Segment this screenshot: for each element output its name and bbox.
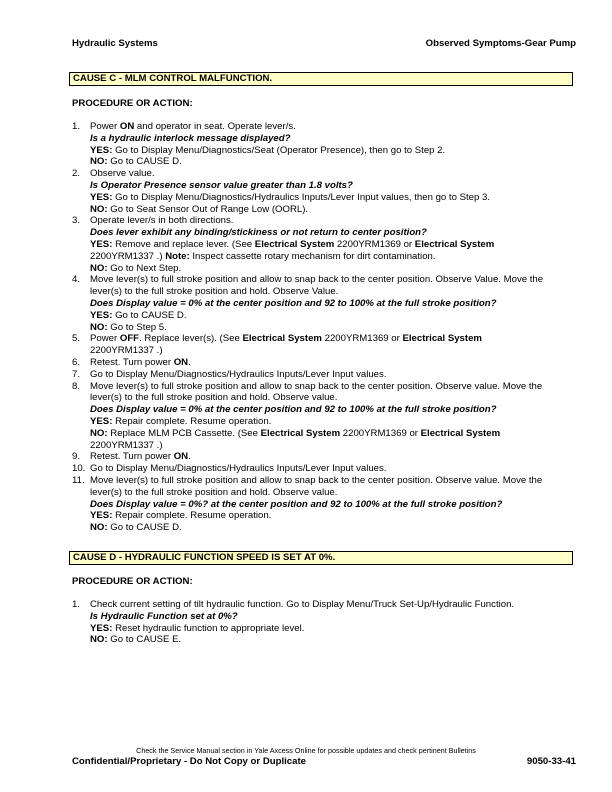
step-yes-label: YES: [90,622,113,634]
step-yes-label: YES: [90,309,113,321]
step-yes-label: YES: [90,510,113,522]
step-instruction-seg: 2200YRM1369 or [321,333,403,345]
step-no-text: Go to Seat Sensor Out of Range Low (OORL). [110,203,309,215]
step-instruction [90,215,576,227]
step-yes-line [90,145,576,157]
step-yes-line [90,192,576,204]
step-no-seg: Replace MLM PCB Cassette. (See [110,427,261,439]
page-header [72,38,576,50]
step-question: Does Display value = 0% at the center position and 92 to 100% at the full stroke position? [90,297,497,309]
step-instruction-seg: and operator in seat. Operate lever/s. [134,121,296,132]
step-no-text: Go to Step 5. [110,321,167,333]
step-no-text: Go to CAUSE D. [110,522,182,534]
step-instruction-text: Go to Display Menu/Diagnostics/Hydraulics Inputs/Lever Input values. [90,368,387,380]
step-number: 7. [72,368,81,380]
step-instruction [90,381,576,393]
step-instruction-text: Move lever(s) to full stroke position and allow to snap back to the center position. Observe Value. Move the [90,274,544,286]
step-instruction [90,599,576,611]
step-no-line [90,522,576,534]
step-yes-seg: Electrical System [254,238,335,250]
step-yes-cont [90,251,576,263]
step-question: Does Display value = 0%? at the center position and 92 to 100% at the full stroke position? [90,498,503,510]
step-yes-text: Reset hydraulic function to appropriate level. [115,622,305,634]
step-no-label: NO: [90,156,108,168]
step-item [72,121,576,168]
step-item [72,168,576,215]
step-number: 1. [72,121,81,132]
step-yes-seg: 2200YRM1369 or [334,238,415,250]
step-instruction-seg: Retest. Turn power [90,451,174,463]
step-number: 9. [72,451,81,463]
step-yes-line [90,239,576,251]
step-yes-text: Repair complete. Resume operation. [115,510,272,522]
step-item [72,357,576,369]
step-question: Is Hydraulic Function set at 0%? [90,610,238,622]
step-instruction-seg: Electrical System [242,333,322,345]
step-question: Is Operator Presence sensor value greater than 1.8 volts? [90,179,353,191]
page-footer [72,756,576,768]
step-instruction-seg: Power [90,333,120,345]
step-instruction-text: Go to Display Menu/Diagnostics/Hydraulics Inputs/Lever Input values. [90,463,387,475]
step-yes-label: YES: [90,144,113,156]
step-instruction-text: Move lever(s) to full stroke position and allow to snap back to the center position. Observe value. Move the [90,474,543,486]
cause-d-heading: CAUSE D - HYDRAULIC FUNCTION SPEED IS SET AT 0%. [69,551,573,565]
step-yes-line [90,510,576,522]
step-question: Is a hydraulic interlock message displayed? [90,132,291,144]
step-yes-label: YES: [90,191,113,203]
step-no-label: NO: [90,262,108,274]
step-yes-seg: Electrical System [414,238,495,250]
step-item [72,463,576,475]
step-instruction-seg: . [188,451,191,463]
header-section-title: Hydraulic Systems [72,38,158,49]
step-item [72,381,576,452]
step-no-label: NO: [90,203,108,215]
step-instruction-text: Observe value. [90,168,155,180]
step-item [72,475,576,534]
step-yes-line [90,623,576,635]
cause-c-steps [72,121,576,534]
step-number: 3. [72,215,81,227]
step-number: 8. [72,380,81,392]
step-item [72,451,576,463]
step-yes-text: Repair complete. Resume operation. [115,415,272,427]
step-no-line [90,204,576,216]
step-item [72,333,576,357]
step-instruction-seg: Electrical System [402,333,482,345]
step-no-seg: Electrical System [260,427,341,439]
step-item [72,274,576,333]
step-yes-line [90,416,576,428]
step-instruction [90,274,576,286]
step-no-line [90,322,576,334]
step-yes-cont-seg: 2200YRM1337 .) [90,250,166,262]
step-yes-text: Go to Display Menu/Diagnostics/Hydraulics Inputs/Lever Input values, then go to Step 3. [115,191,490,203]
step-yes-text: Go to CAUSE D. [115,309,187,321]
step-number: 1. [72,599,81,610]
step-instruction-seg: ON [173,451,189,463]
step-number: 6. [72,356,81,368]
footer-note: Check the Service Manual section in Yale Axcess Online for possible updates and check pertinent Bulletins [136,746,476,755]
step-item [72,369,576,381]
step-no-label: NO: [90,321,108,333]
step-no-line [90,156,576,168]
step-instruction-seg: OFF [119,333,140,345]
step-instruction-seg: . [188,356,191,368]
step-instruction-cont: lever(s) to the full stroke position and hold. Observe Value. [90,286,339,298]
step-instruction [90,121,576,133]
step-no-label: NO: [90,522,108,534]
step-number: 5. [72,333,81,345]
step-no-cont-text: 2200YRM1337 .) [90,439,163,451]
step-no-line [90,263,576,275]
step-no-text: Go to CAUSE D. [110,156,182,168]
step-no-seg: Electrical System [420,427,501,439]
step-yes-cont-seg: Inspect cassette rotary mechanism for dirt contamination. [189,250,436,262]
step-item [72,215,576,274]
page-number: 9050-33-41 [526,756,576,767]
step-yes-label: YES: [90,238,113,250]
step-yes-cont-seg: Note: [165,250,190,262]
step-instruction [90,369,576,381]
footer-confidential: Confidential/Proprietary - Do Not Copy or Duplicate [72,756,306,767]
step-instruction-text: Move lever(s) to full stroke position and allow to snap back to the center position. Observe value. Move the [90,380,543,392]
step-yes-seg: Remove and replace lever. (See [115,238,255,250]
step-instruction-seg: Retest. Turn power [90,356,174,368]
step-no-label: NO: [90,634,108,646]
step-instruction [90,475,576,487]
step-yes-label: YES: [90,415,113,427]
step-no-label: NO: [90,427,108,439]
cause-d-steps [72,599,576,646]
step-number: 4. [72,274,81,286]
step-no-text: Go to CAUSE E. [110,634,182,646]
step-instruction [90,463,576,475]
step-instruction [90,333,576,345]
step-yes-line [90,310,576,322]
step-instruction [90,357,576,369]
step-item [72,599,576,646]
step-instruction-seg: Power [90,121,120,132]
step-instruction-cont: lever(s) to the full stroke position and hold. Observe value. [90,486,338,498]
cause-c-procedure-label: PROCEDURE OR ACTION: [72,98,193,109]
step-question: Does Display value = 0% at the center position and 92 to 100% at the full stroke position? [90,404,497,416]
header-topic-title: Observed Symptoms-Gear Pump [425,38,576,49]
step-instruction-seg: ON [119,121,135,132]
step-no-cont [90,440,576,452]
step-no-seg: 2200YRM1369 or [340,427,421,439]
step-instruction-seg: ON [173,356,189,368]
step-instruction-cont: 2200YRM1337 .) [90,345,163,357]
step-instruction-seg: . Replace lever(s). (See [139,333,243,345]
step-instruction-text: Check current setting of tilt hydraulic function. Go to Display Menu/Truck Set-Up/Hydraulic Function. [90,599,515,610]
cause-c-heading: CAUSE C - MLM CONTROL MALFUNCTION. [69,72,573,86]
step-no-text: Go to Next Step. [110,262,182,274]
step-instruction-cont: lever(s) to the full stroke position and hold. Observe value. [90,392,338,404]
step-number: 11. [72,474,85,486]
step-question: Does lever exhibit any binding/stickiness or not return to center position? [90,227,427,239]
step-yes-text: Go to Display Menu/Diagnostics/Seat (Operator Presence), then go to Step 2. [115,144,446,156]
step-instruction [90,451,576,463]
step-no-line [90,634,576,646]
cause-d-procedure-label: PROCEDURE OR ACTION: [72,576,193,587]
step-instruction-text: Operate lever/s in both directions. [90,215,234,227]
step-instruction [90,168,576,180]
step-number: 10. [72,463,86,475]
step-number: 2. [72,168,81,180]
step-no-line [90,428,576,440]
